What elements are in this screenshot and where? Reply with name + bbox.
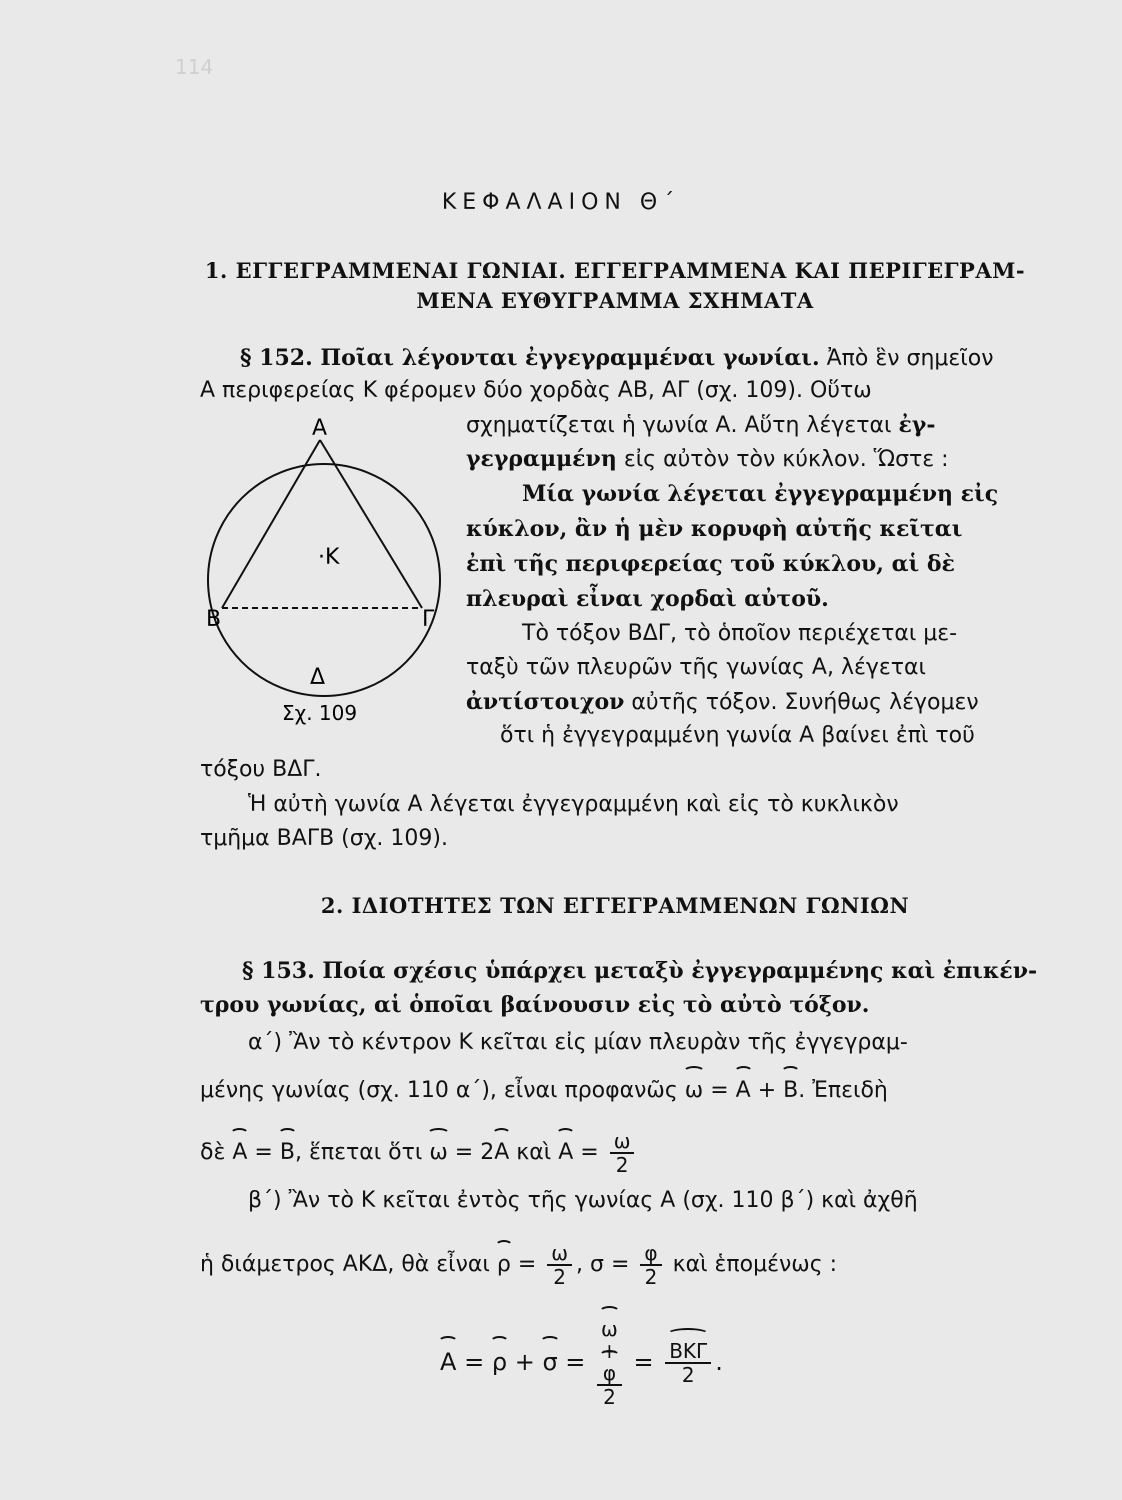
B-hat: Β <box>279 1140 295 1165</box>
A-hat: Α <box>735 1078 751 1103</box>
para-152-p2-line3 <box>466 689 979 715</box>
para-152-line3-b: ἐγ- <box>898 412 936 438</box>
final-equation: Α = ρ + σ = ω + φ 2 = $\frac{\text{ΒΚΓ}}{2}$ . <box>440 1317 723 1409</box>
para-153-b-line2: ἡ διάμετρος ΑΚΔ, θὰ εἶναι ρ = $\frac{\omega}{2}$ , σ = $\frac{\varphi}{2}$ καὶ ἑπομένως : <box>200 1241 838 1289</box>
fraction-BKG <box>665 1340 711 1386</box>
para-152-line4 <box>466 446 949 472</box>
label-K: ·Κ <box>318 545 340 570</box>
numerator <box>665 1340 711 1364</box>
para-152-p2-line1: Τὸ τόξον ΒΔΓ, τὸ ὁποῖον περιέχεται με- <box>522 621 958 646</box>
a3-text3: καὶ <box>516 1140 552 1165</box>
para-152-heading: § 152. Ποῖαι λέγονται ἐγγεγραμμέναι γωνίαι. <box>240 345 820 371</box>
eq: = <box>710 1078 729 1103</box>
section-1-title-line2: ΜΕΝΑ ΕΥΘΥΓΡΑΜΜΑ ΣΧΗΜΑΤΑ <box>416 288 814 313</box>
denominator: 2 <box>681 1363 695 1387</box>
eq: = <box>254 1140 273 1165</box>
rho-hat: ρ <box>491 1348 508 1376</box>
figure-caption: Σχ. 109 <box>282 701 358 725</box>
B-hat: Β <box>783 1078 799 1103</box>
two: 2 <box>480 1140 495 1165</box>
para-152-line4-a: γεγραμμένη <box>466 446 617 472</box>
BKG-hat: ΒΚΓ <box>669 1339 708 1363</box>
plus: + <box>757 1078 777 1103</box>
definition-line2: κύκλον, ἂν ἡ μὲν κορυφὴ αὐτῆς κεῖται <box>466 516 963 542</box>
label-D: Δ <box>310 665 326 690</box>
a3-text2: ἕπεται ὅτι <box>308 1140 423 1165</box>
plus: + <box>514 1348 535 1376</box>
para-152-line4-b: εἰς αὐτὸν τὸν κύκλον. Ὥστε : <box>616 447 949 472</box>
para-152-line3 <box>466 412 935 438</box>
numerator: ω <box>610 1130 635 1154</box>
para-153-b-line1: β΄) Ἂν τὸ Κ κεῖται ἐντὸς τῆς γωνίας Α (σχ. 110 β΄) καὶ ἀχθῆ <box>248 1188 918 1213</box>
page-number: 114 <box>175 55 214 79</box>
b2-end: καὶ ἑπομένως : <box>672 1252 838 1277</box>
section-2-title: 2. ΙΔΙΟΤΗΤΕΣ ΤΩΝ ΕΓΓΕΓΡΑΜΜΕΝΩΝ ΓΩΝΙΩΝ <box>320 893 910 918</box>
omega-hat: ω <box>601 1317 618 1341</box>
denominator: 2 <box>644 1265 658 1289</box>
fraction-omega-plus-phi <box>597 1318 622 1408</box>
para-152-p2-line4: ὅτι ἡ ἐγγεγραμμένη γωνία Α βαίνει ἐπὶ τοῦ <box>500 723 975 748</box>
eq: = <box>517 1252 537 1277</box>
label-A: Α <box>312 416 328 441</box>
chapter-title: ΚΕΦΑΛΑΙΟΝ Θ΄ <box>441 190 681 215</box>
numerator: φ <box>640 1242 661 1266</box>
para-153-line1: § 153. Ποία σχέσις ὑπάρχει μεταξὺ ἐγγεγραμμένης καὶ ἐπικέν- <box>242 958 1038 984</box>
rho-hat: ρ <box>496 1252 511 1277</box>
para-152-line2: Α περιφερείας Κ φέρομεν δύο χορδὰς ΑΒ, ΑΓ (σχ. 109). Οὕτω <box>200 378 872 403</box>
para-152-p2-line3-bold: ἀντίστοιχον <box>466 689 625 715</box>
plus: + <box>601 1339 618 1363</box>
figure-109 <box>190 410 470 740</box>
label-G: Γ <box>422 607 435 632</box>
sigma-hat: σ <box>542 1348 558 1376</box>
para-152-line1 <box>240 345 994 371</box>
para-153-a-line1: α΄) Ἂν τὸ κέντρον Κ κεῖται εἰς μίαν πλευρὰν τῆς ἐγγεγραμ- <box>248 1030 908 1055</box>
eq: = <box>610 1252 630 1277</box>
chord-AB <box>222 440 320 608</box>
para-152-p2-line5: τόξου ΒΔΓ. <box>200 757 322 782</box>
fraction-omega-2 <box>610 1130 635 1176</box>
a3-text1: δὲ <box>200 1140 226 1165</box>
denominator: 2 <box>603 1385 616 1409</box>
numerator <box>597 1318 622 1386</box>
fraction-phi-2 <box>640 1242 661 1288</box>
chord-AG <box>320 440 422 608</box>
a2-text: μένης γωνίας (σχ. 110 α΄), εἶναι προφανῶς <box>200 1078 678 1103</box>
denominator: 2 <box>553 1265 566 1289</box>
para-153-a-line3: δὲ Α = Β, ἕπεται ὅτι ω = 2Α καὶ Α = $\frac{\omega}{2}$ <box>200 1130 638 1176</box>
eq: = <box>464 1348 485 1376</box>
A-hat: Α <box>494 1140 510 1165</box>
label-B: Β <box>206 607 222 632</box>
para-153-line2: τρου γωνίας, αἱ ὁποῖαι βαίνουσιν εἰς τὸ αὐτὸ τόξον. <box>200 992 870 1018</box>
para-152-line3-a: σχηματίζεται ἡ γωνία Α. Αὕτη λέγεται <box>466 413 899 438</box>
para-152-line1-rest: Ἀπὸ ἓν σημεῖον <box>819 346 994 371</box>
numerator: ω <box>547 1242 572 1266</box>
eq: = <box>565 1348 586 1376</box>
definition-line4: πλευραὶ εἶναι χορδαὶ αὐτοῦ. <box>466 586 829 612</box>
para-152-p2-line2: ταξὺ τῶν πλευρῶν τῆς γωνίας Α, λέγεται <box>466 655 926 680</box>
A-hat: Α <box>558 1140 574 1165</box>
definition-line3: ἐπὶ τῆς περιφερείας τοῦ κύκλου, αἱ δὲ <box>466 551 955 577</box>
A-hat: Α <box>440 1348 457 1376</box>
b2-text: ἡ διάμετρος ΑΚΔ, θὰ εἶναι <box>200 1252 490 1277</box>
sigma: σ <box>590 1252 604 1277</box>
eq: = <box>633 1348 654 1376</box>
definition-line1: Μία γωνία λέγεται ἐγγεγραμμένη εἰς <box>522 481 999 507</box>
phi-hat: φ <box>602 1361 617 1385</box>
omega-hat: ω <box>429 1140 448 1165</box>
A-hat: Α <box>232 1140 248 1165</box>
para-152-p3-line1: Ἡ αὐτὴ γωνία Α λέγεται ἐγγεγραμμένη καὶ εἰς τὸ κυκλικὸν <box>248 792 899 817</box>
omega-hat: ω <box>684 1078 704 1103</box>
para-153-a-line2: μένης γωνίας (σχ. 110 α΄), εἶναι προφανῶς ω = Α + Β. Ἐπειδὴ <box>200 1078 888 1103</box>
fraction-omega-2 <box>547 1242 572 1288</box>
para-152-p3-line2: τμῆμα ΒΑΓΒ (σχ. 109). <box>200 826 448 851</box>
para-152-p2-line3-rest: αὐτῆς τόξον. Συνήθως λέγομεν <box>624 690 979 715</box>
denominator: 2 <box>615 1153 629 1177</box>
a2-end: Ἐπειδὴ <box>812 1078 888 1103</box>
eq: = <box>580 1140 599 1165</box>
section-1-title-line1: 1. ΕΓΓΕΓΡΑΜΜΕΝΑΙ ΓΩΝΙΑΙ. ΕΓΓΕΓΡΑΜΜΕΝΑ ΚΑΙ ΠΕΡΙΓΕΓΡΑΜ- <box>204 258 1026 283</box>
eq: = <box>454 1140 474 1165</box>
